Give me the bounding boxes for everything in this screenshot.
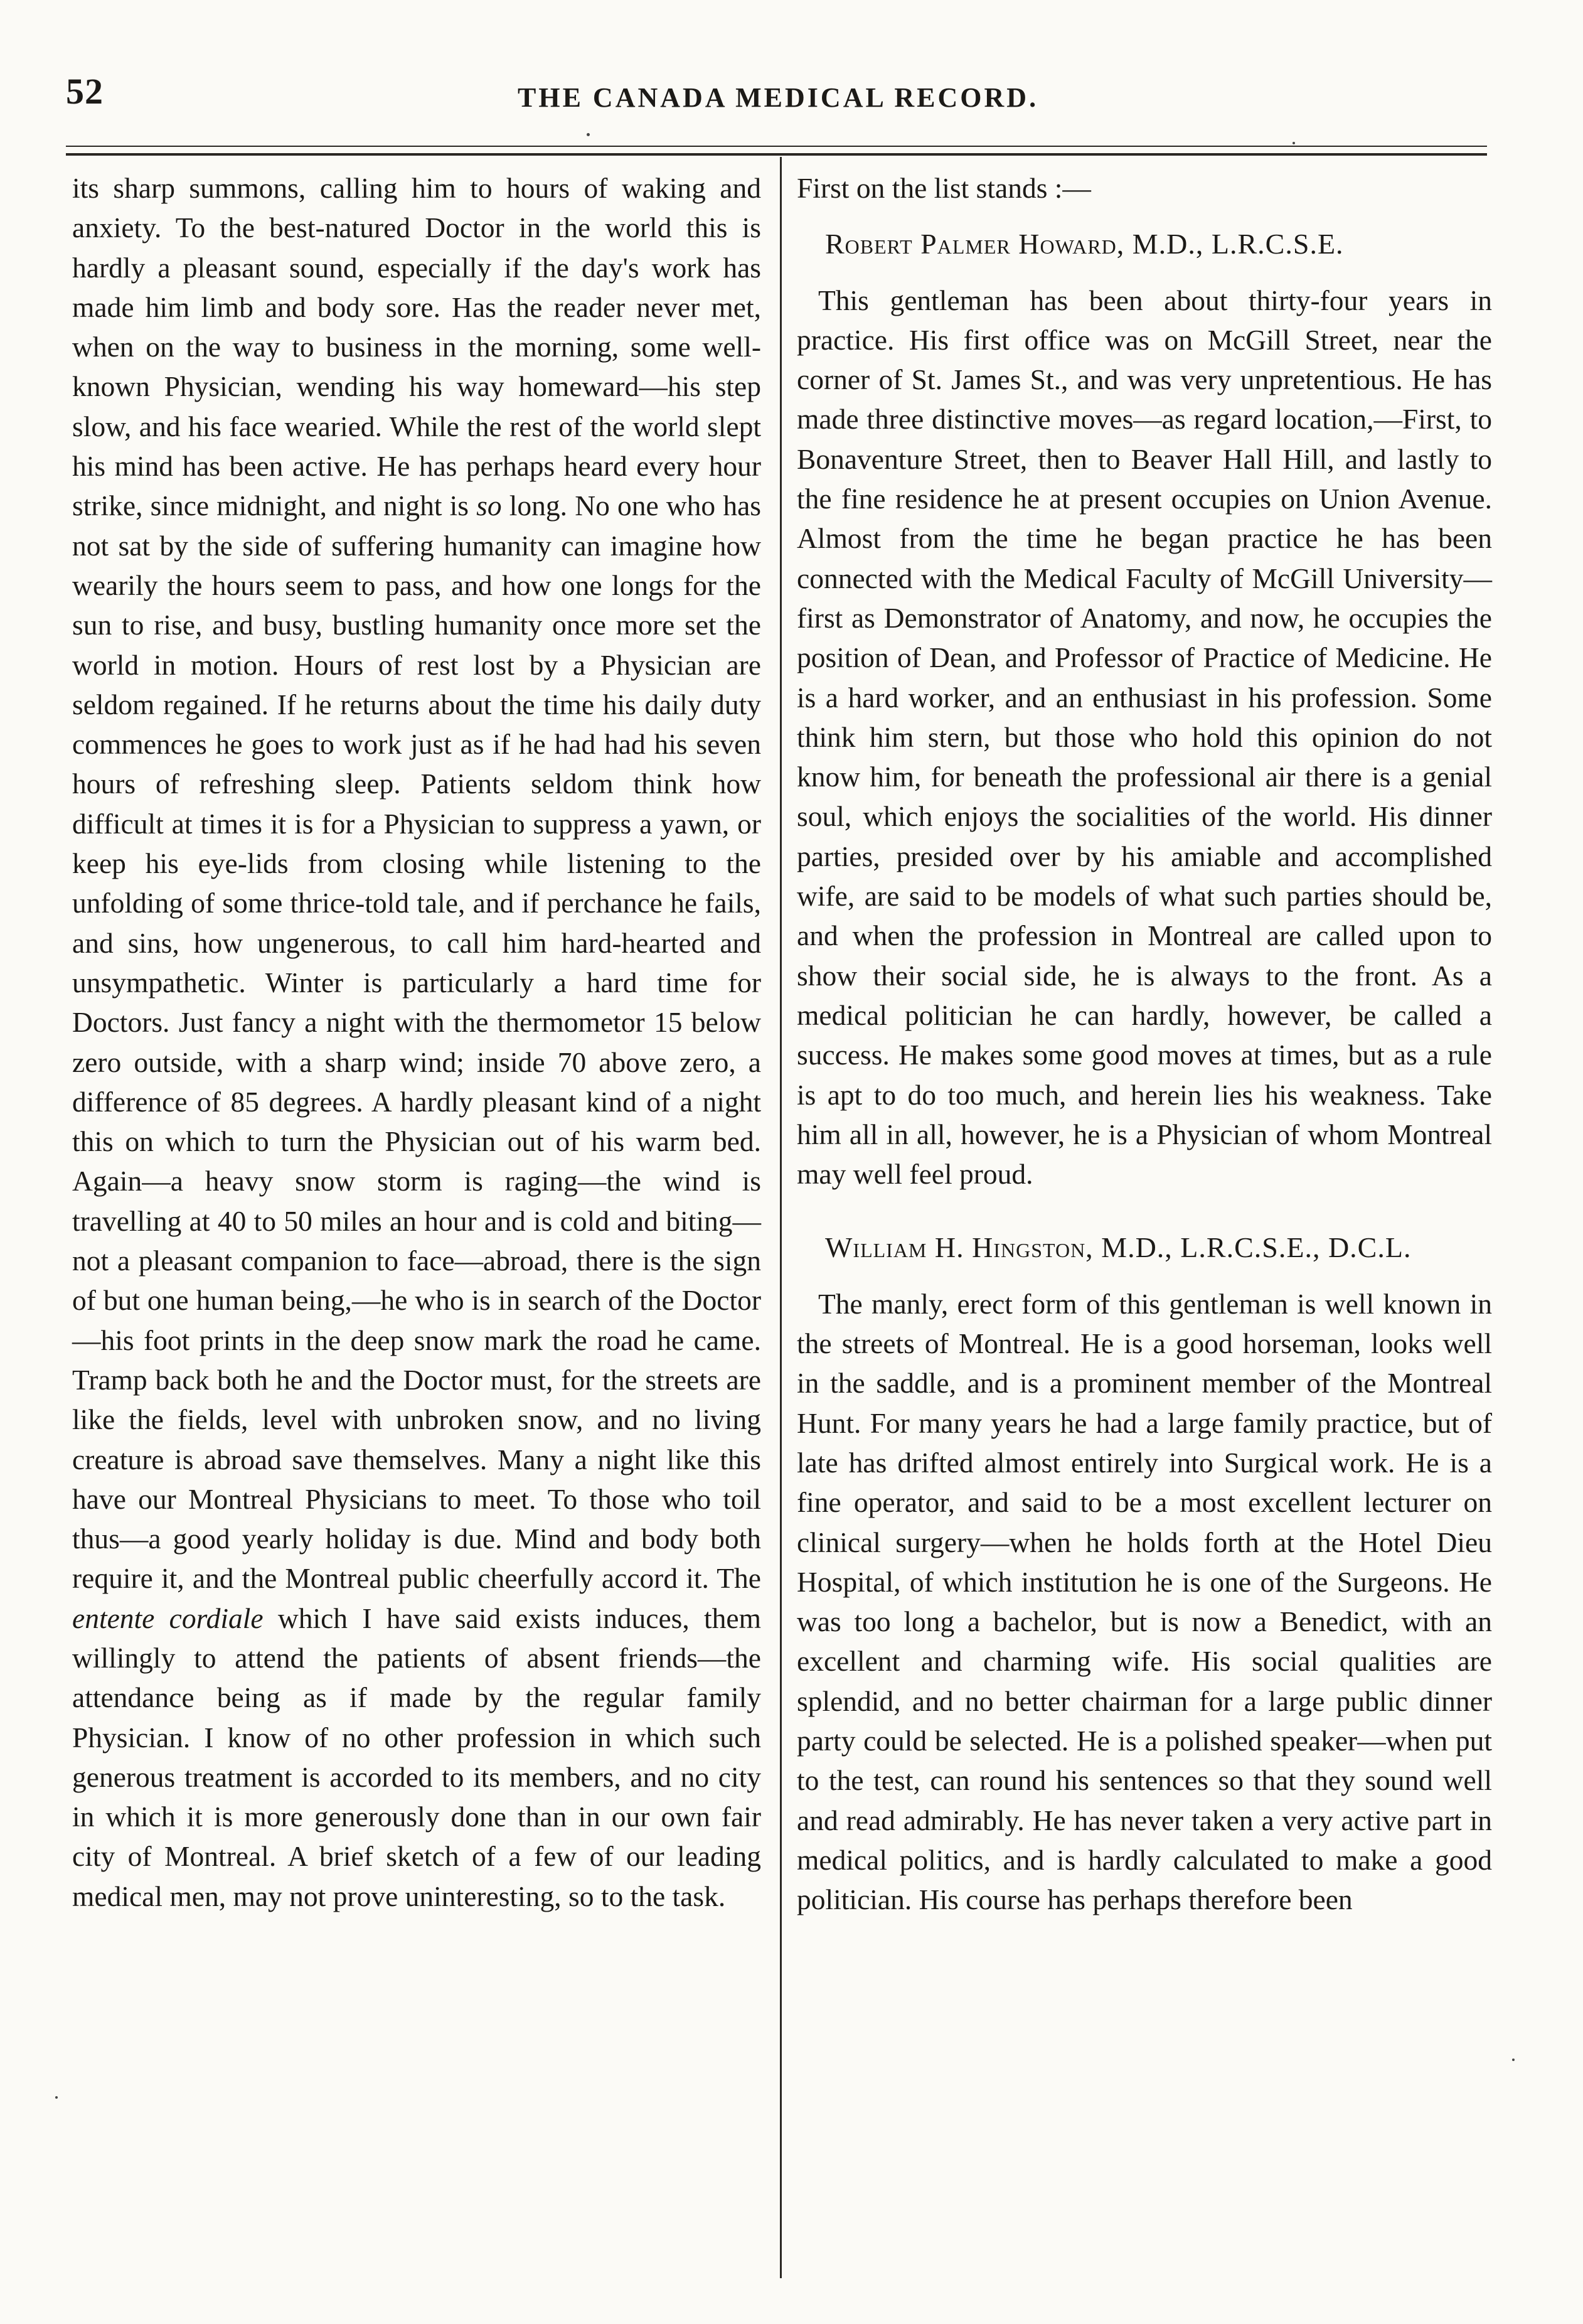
- paragraph-text: which I have said exists induces, them willingly to attend the patients of absent friends—the attendance being as if made by the regular family Physician. I know of no other profession in which such generous treatment is accorded to its members, and no city in which it is more generously done than in our own fair city of Montreal. A brief sketch of a few of our leading medical men, may not prove uninteresting, so to the task.: [72, 1602, 762, 1912]
- print-speck: [587, 133, 590, 136]
- intro-line: First on the list stands :—: [797, 172, 1091, 204]
- column-divider: [780, 157, 782, 2278]
- header-rule-thick: [66, 153, 1487, 156]
- body-paragraph-howard: This gentleman has been about thirty-four years in practice. His first office was on McGill Street, near the corner of St. James St., and was very unpretentious. He has made three distinctive moves—as regard location,—First, to Bonaventure Street, then to Beaver Hall Hill, and lastly to the fine residence he at present occupies on Union Avenue. Almost from the time he began practice he has been connected with the Medical Faculty of McGill University—first as Demonstrator of Anatomy, and now, he occupies the position of Dean, and Professor of Practice of Medicine. He is a hard worker, and an enthusiast in his profession. Some think him stern, but those who hold this opinion do not know him, for beneath the professional air there is a genial soul, which enjoys the socialities of the world. His dinner parties, presided over by his amiable and accomplished wife, are said to be models of what such parties should be, and when the profession in Montreal are called upon to show their social side, he is always to the front. As a medical politician he can hardly, however, be called a success. He makes some good moves at times, but as a rule is apt to do too much, and herein lies his weakness. Take him all in all, however, he is a Physician of whom Montreal may well feel proud.: [797, 284, 1492, 1191]
- paragraph-text: its sharp summons, calling him to hours of waking and anxiety. To the best-natured Doctor in the world this is hardly a pleasant sound, especially if the day's work has made him limb and body sore. Has the reader never met, when on the way to business in the morning, some well-known Physician, wending his way homeward—his step slow, and his face wearied. While the rest of the world slept his mind has been active. He has perhaps heard every hour strike, since midnight, and night is: [72, 172, 761, 522]
- section-heading-hingston: William H. Hingston, M.D., L.R.C.S.E., D.C.L.: [825, 1231, 1412, 1264]
- body-paragraph-hingston: The manly, erect form of this gentleman is well known in the streets of Montreal. He is a good horseman, looks well in the saddle, and is a prominent member of the Montreal Hunt. For many years he had a large family practice, but of late has drifted almost entirely into Surgical work. He is a fine operator, and said to be a most excellent lecturer on clinical surgery—when he holds forth at the Hotel Dieu Hospital, of which institution he is one of the Surgeons. He was too long a bachelor, but is now a Benedict, with an excellent and charming wife. His social qualities are splendid, and no better chairman for a large public dinner party could be selected. He is a polished speaker—when put to the test, can round his sentences so that they sound well and read admirably. He has never taken a very active part in medical politics, and is hardly calculated to make a good politician. His course has perhaps therefore been: [797, 1287, 1492, 1916]
- print-speck: [1512, 2059, 1515, 2061]
- italic-phrase: entente cordiale: [72, 1602, 264, 1634]
- paragraph-text: long. No one who has not sat by the side of suffering humanity can imagine how wearily the hours seem to pass, and how one longs for the sun to rise, and busy, bustling humanity once more set the world in motion. Hours of rest lost by a Physician are seldom regained. If he returns about the time his daily duty commences he goes to work just as if he had had his seven hours of refreshing sleep. Patients seldom think how difficult at times it is for a Physician to suppress a yawn, or keep his eye-lids from closing while listening to the unfolding of some thrice-told tale, and if perchance he fails, and sins, how ungenerous, to call him hard-hearted and unsympathetic. Winter is particularly a hard time for Doctors. Just fancy a night with the thermometor 15 below zero outside, with a sharp wind; inside 70 above zero, a difference of 85 degrees. A hardly pleasant kind of a night this on which to turn the Physician out of his warm bed. Again—a heavy snow storm is raging—the wind is travelling at 40 to 50 miles an hour and is cold and biting—not a pleasant companion to face—abroad, there is the sign of but one human being,—he who is in search of the Doctor—his foot prints in the deep snow mark the road he came. Tramp back both he and the Doctor must, for the streets are like the fields, level with unbroken snow, and no living creature is abroad save themselves. Many a night like this have our Montreal Physicians to meet. To those who toil thus—a good yearly holiday is due. Mind and body both require it, and the Montreal public cheerfully accord it. The: [72, 490, 761, 1595]
- journal-title: THE CANADA MEDICAL RECORD.: [518, 82, 1039, 113]
- page-number: 52: [66, 71, 104, 112]
- right-column: [797, 168, 1492, 1919]
- left-column: [72, 168, 761, 1916]
- section-heading-howard: Robert Palmer Howard, M.D., L.R.C.S.E.: [825, 228, 1344, 260]
- page-header: [66, 63, 1490, 132]
- italic-word: so: [476, 490, 502, 522]
- print-speck: [1293, 142, 1295, 144]
- body-paragraph: [72, 168, 761, 1916]
- print-speck: [55, 2096, 58, 2099]
- header-rule-thin: [66, 146, 1487, 147]
